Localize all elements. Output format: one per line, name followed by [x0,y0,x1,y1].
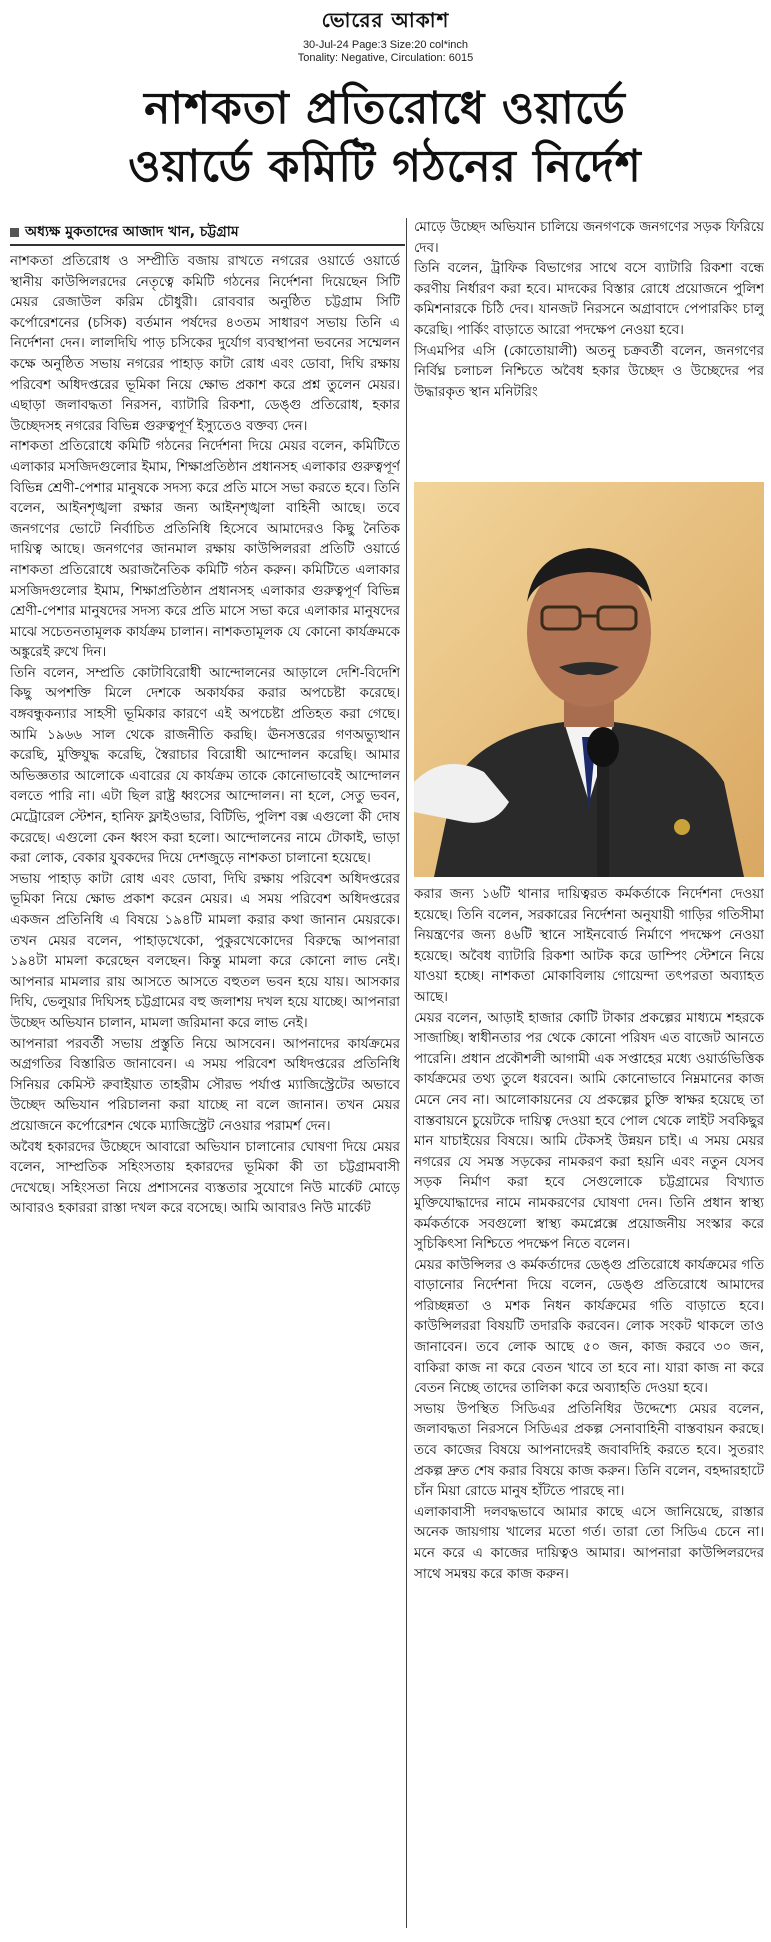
paragraph: অবৈধ হকারদের উচ্ছেদে আবারো অভিযান চালানোর ঘোষণা দিয়ে মেয়র বলেন, সাম্প্রতিক সহিংসতায় হকারদের ভূমিকা কী তা চট্টগ্রামবাসী দেখেছে। সহিংসতা নিয়ে প্রশাসনের ব্যস্ততার সুযোগে নিউ মার্কেট মোড়ে আবারও হকাররা রাস্তা দখল করে বসেছে। আমি আবারও নিউ মার্কেট [10,1139,400,1217]
square-bullet-icon [10,228,19,237]
speaker-portrait [414,482,764,877]
paragraph: সিএমপির এসি (কোতোয়ালী) অতনু চক্রবর্তী বলেন, জনগণের নির্বিঘ্ন চলাচল নিশ্চিতে অবৈধ হকার উচ্ছেদ ও উচ্ছেদের পর উদ্ধারকৃত স্থান মনিটরিং [414,343,764,400]
paragraph: তিনি বলেন, সম্প্রতি কোটাবিরোধী আন্দোলনের আড়ালে দেশি-বিদেশি কিছু অপশক্তি মিলে দেশকে অকার্যকর করার অপচেষ্টা করেছে। বঙ্গবন্ধুকন্যার সাহসী ভূমিকার কারণে এই অপচেষ্টা প্রতিহত করা গেছে। আমি ১৯৬৬ সাল থেকে রাজনীতি করছি। ঊনসত্তরের গণঅভ্যুত্থান করেছি, মুক্তিযুদ্ধ করেছি, স্বৈরাচার বিরোধী আন্দোলন করেছি। আমার অভিজ্ঞতার আলোকে এবারের যে কার্যক্রম তাকে কোনোভাবেই আন্দোলন বলতে পারি না। এটা ছিল রাষ্ট্র ধ্বংসের আন্দোলন। না হলে, সেতু ভবন, মেট্রোরেল স্টেশন, হানিফ ফ্লাইওভার, বিটিভি, পুলিশ বক্স এগুলো কী দোষ করেছে। এগুলো কেন ধ্বংস করা হলো। আন্দোলনের নামে টোকাই, ভাড়া করা লোক, বেকার যুবকদের দিয়ে দেশজুড়ে নাশকতা চালানো হয়েছে। [10,665,400,867]
clipping-meta-date: 30-Jul-24 Page:3 Size:20 col*inch [302,39,469,51]
headline-line-1: নাশকতা প্রতিরোধে ওয়ার্ডে [144,83,626,134]
paragraph: সভায় পাহাড় কাটা রোধ এবং ডোবা, দিঘি রক্ষায় পরিবেশ অধিদপ্তরের ভূমিকা নিয়ে ক্ষোভ প্রকাশ করেন মেয়র। এ সময় পরিবেশ অধিদপ্তরের একজন প্রতিনিধি এ বিষয়ে ১৯৪টি মামলা করার কথা জানান মেয়রকে। তখন মেয়র বলেন, পাহাড়খেকো, পুকুরখেকোদের বিরুদ্ধে আপনারা ১৯৪টা মামলা করেছেন বলছেন। কিন্তু মামলা করে কোনো লাভ নেই। আপনার মামলার রায় আসতে আসতে বহুতল ভবন হয়ে যায়। আসকার দিঘি, ভেলুয়ার দিঘিসহ চট্টগ্রামের বহু জলাশয় দখল হয়ে যাচ্ছে। আপনারা উচ্ছেদ অভিযান চালান, মামলা জরিমানা করে লাভ নেই। [10,871,400,1031]
paragraph: নাশকতা প্রতিরোধে কমিটি গঠনের নির্দেশনা দিয়ে মেয়র বলেন, কমিটিতে এলাকার মসজিদগুলোর ইমাম, শিক্ষাপ্রতিষ্ঠান প্রধানসহ এলাকার গুরুত্বপূর্ণ বিভিন্ন শ্রেণী-পেশার মানুষকে সদস্য করে প্রতি মাসে সভা করতে হবে। তিনি বলেন, আইনশৃঙ্খলা রক্ষার জন্য আইনশৃঙ্খলা বাহিনী আছে। তবে জনগণের ভোটে নির্বাচিত প্রতিনিধি হিসেবে আমাদেরও কিছু নৈতিক দায়িত্ব আছে। জনগণের জানমাল রক্ষায় কাউন্সিলররা প্রতিটি ওয়ার্ডে নাশকতা প্রতিরোধে অরাজনৈতিক কমিটি গঠন করুন। কমিটিতে এলাকার মসজিদগুলোর ইমাম, শিক্ষাপ্রতিষ্ঠান প্রধানসহ এলাকার গুরুত্বপূর্ণ বিভিন্ন শ্রেণী-পেশার মানুষদের সদস্য করে প্রতি মাসে সভা করে এলাকার মানুষদের মাঝে সচেতনতামূলক কার্যক্রম চালান। নাশকতামূলক যে কোনো কার্যক্রমকে অঙ্কুরেই রুখে দিন। [10,439,400,661]
paragraph: নাশকতা প্রতিরোধ ও সম্প্রীতি বজায় রাখতে নগরের ওয়ার্ডে ওয়ার্ডে স্থানীয় কাউন্সিলরদের নেতৃত্বে কমিটি গঠনের নির্দেশনা দিয়েছেন সিটি মেয়র রেজাউল করিম চৌধুরী। রোববার অনুষ্ঠিত চট্টগ্রাম সিটি কর্পোরেশনের (চসিক) বর্তমান পর্ষদের ৪৩তম সাধারণ সভায় তিনি এ নির্দেশনা দেন। লালদিঘি পাড় চসিকের দুর্যোগ ব্যবস্থাপনা ভবনের সম্মেলন কক্ষে অনুষ্ঠিত সভায় নগরের পাহাড় কাটা রোধ এবং ডোবা, দিঘি রক্ষায় পরিবেশ অধিদপ্তরের ভূমিকা নিয়ে ক্ষোভ প্রকাশ করে প্রশ্ন তুলেন মেয়র। এছাড়া জলাবদ্ধতা নিরসন, ব্যাটারি রিকশা, ডেঙ্গু প্রতিরোধ, হকার উচ্ছেদসহ নগরের বিভিন্ন গুরুত্বপূর্ণ ইস্যুতেও বক্তব্য দেন। [10,254,400,434]
mayor-photo [414,482,764,877]
paragraph: মোড়ে উচ্ছেদ অভিযান চালিয়ে জনগণকে জনগণের সড়ক ফিরিয়ে দেব। [414,220,764,256]
paragraph: আপনারা পরবর্তী সভায় প্রস্তুতি নিয়ে আসবেন। আপনাদের কার্যক্রমের অগ্রগতির বিস্তারিত জানাবেন। এ সময় পরিবেশ অধিদপ্তরের প্রতিনিধি সিনিয়র কেমিস্ট রুবাইয়াত তাহরীম সৌরভ পর্যাপ্ত ম্যাজিস্ট্রেটের অভাবে উচ্ছেদ অভিযান পরিচালনা করা যাচ্ছে না বলে জানান। তখন মেয়র প্রয়োজনে কর্পোরেশন থেকে ম্যাজিস্ট্রেট নেওয়ার পরামর্শ দেন। [10,1036,400,1134]
paragraph: সভায় উপস্থিত সিডিএর প্রতিনিধির উদ্দেশ্যে মেয়র বলেন, জলাবদ্ধতা নিরসনে সিডিএর প্রকল্প সেনাবাহিনী বাস্তবায়ন করছে। তবে কাজের বিষয়ে আপনাদেরই জবাবদিহি করতে হবে। সুতরাং প্রকল্প দ্রুত শেষ করার বিষয়ে কাজ করুন। তিনি বলেন, বহদ্দারহাটে চাঁন মিয়া রোডে মানুষ হাঁটতে পারছে না। [414,1401,764,1500]
article-column-right-top [414,218,764,478]
paragraph: এলাকাবাসী দলবদ্ধভাবে আমার কাছে এসে জানিয়েছে, রাস্তার অনেক জায়গায় খালের মতো গর্ত। তারা তো সিডিএ চেনে না। মনে করে এ কাজের দায়িত্বও আমার। আপনারা কাউন্সিলরদের সাথে সমন্বয় করে কাজ করুন। [414,1504,764,1582]
paragraph: মেয়র বলেন, আড়াই হাজার কোটি টাকার প্রকল্পের মাধ্যমে শহরকে সাজাচ্ছি। স্বাধীনতার পর থেকে কোনো পরিষদ এত বাজেট আনতে পারেনি। প্রধান প্রকৌশলী আগামী এক সপ্তাহের মধ্যে ওয়ার্ডভিত্তিক কার্যক্রমের তথ্য তুলে ধরবেন। আমি কোনোভাবে নিম্নমানের কাজ মেনে নেব না। আলোকায়নের যে প্রকল্পের চুক্তি স্বাক্ষর হয়েছে তা বাস্তবায়নে চুয়েটকে দায়িত্ব দেওয়া হবে পোল থেকে লাইট সবকিছুর মান যাচাইয়ের বিষয়ে। আমি টেকসই উন্নয়ন চাই। এ সময় মেয়র নগরের যে সমস্ত সড়কের নামকরণ করা হয়নি এবং নতুন যেসব সড়ক নির্মাণ করা হবে সেগুলোকে চট্টগ্রামের বিখ্যাত মুক্তিযোদ্ধাদের নামে নামকরণের ঘোষণা দেন। তিনি প্রধান স্বাস্থ্য কর্মকর্তাকে সবগুলো স্বাস্থ্য কমপ্লেক্সে প্রয়োজনীয় সংস্কার করে সুচিকিৎসা নিশ্চিতে পদক্ষেপ নিতে বলেন। [414,1010,764,1253]
byline-text: অধ্যক্ষ মুকতাদের আজাদ খান, চট্টগ্রাম [25,224,239,240]
newspaper-name: ভোরের আকাশ [321,8,450,32]
paragraph: তিনি বলেন, ট্রাফিক বিভাগের সাথে বসে ব্যাটারি রিকশা বন্ধে করণীয় নির্ধারণ করা হবে। মাদকের বিস্তার রোধে প্রয়োজনে পুলিশ কমিশনারকে চিঠি দেব। যানজট নিরসনে অগ্রাবাদে পেপারকিং চালু করেছি। পার্কিং বাড়াতে আরো পদক্ষেপ নেওয়া হবে। [414,261,764,338]
paragraph: করার জন্য ১৬টি থানার দায়িত্বরত কর্মকর্তাকে নির্দেশনা দেওয়া হয়েছে। তিনি বলেন, সরকারের নির্দেশনা অনুযায়ী গাড়ির গতিসীমা নিয়ন্ত্রণের জন্য ৪৬টি স্থানে সাইনবোর্ড নির্মাণে পদক্ষেপ নেওয়া হয়েছে। অবৈধ ব্যাটারি রিকশা আটক করে ডাম্পিং স্টেশনে নিয়ে যাওয়া হচ্ছে। নাশকতা মোকাবিলায় গোয়েন্দা তৎপরতা অব্যাহত আছে। [414,887,764,1005]
headline [40,80,730,196]
byline-rule [10,244,405,246]
article-column-right-bottom [414,885,764,1930]
article-column-left [10,252,400,1932]
headline-line-2: ওয়ার্ডে কমিটি গঠনের নির্দেশ [128,141,642,192]
byline [10,220,410,244]
clipping-meta-tonality: Tonality: Negative, Circulation: 6015 [297,52,474,64]
masthead [0,6,771,65]
column-divider [406,218,407,1928]
paragraph: মেয়র কাউন্সিলর ও কর্মকর্তাদের ডেঙ্গু প্রতিরোধে কার্যক্রমের গতি বাড়ানোর নির্দেশনা দিয়ে বলেন, ডেঙ্গু প্রতিরোধে আমাদের পরিচ্ছন্নতা ও মশক নিধন কার্যক্রমের গতি বাড়াতে হবে। কাউন্সিলররা বিষয়টি তদারকি করবেন। লোক সংকট থাকলে তাও জানাবেন। তবে লোক আছে ৫০ জন, কাজ করবে ৩০ জন, বাকিরা কাজ না করে বেতন খাবে তা হবে না। যারা কাজ না করে বেতন নিচ্ছে তাদের তালিকা করে অব্যাহতি দেওয়া হবে। [414,1257,764,1397]
